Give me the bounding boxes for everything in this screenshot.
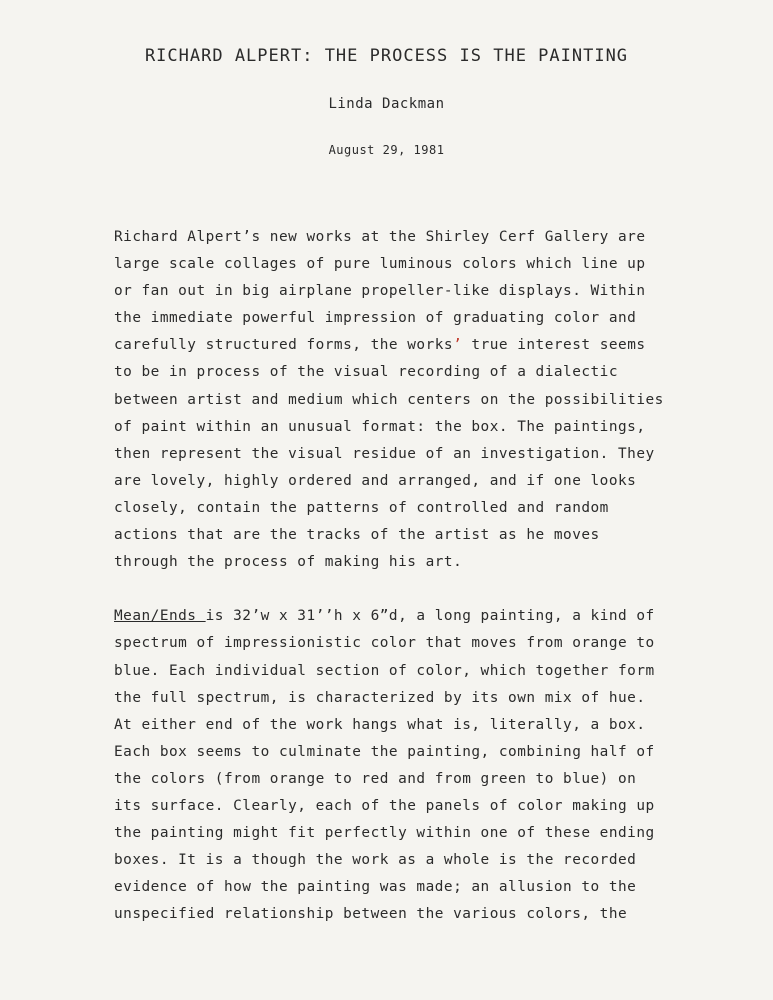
text-line: to be in process of the visual recording of a dialectic <box>114 364 619 381</box>
text-line <box>114 603 674 630</box>
text-line: evidence of how the painting was made; an allusion to the <box>114 879 637 896</box>
text-line: actions that are the tracks of the artist as he moves <box>114 527 600 544</box>
red-apostrophe-mark: ’ <box>453 337 463 354</box>
text-segment: true interest seems <box>462 337 646 354</box>
text-line: Each box seems to culminate the painting, combining half of <box>114 743 655 760</box>
text-line: At either end of the work hangs what is, literally, a box. <box>114 716 646 733</box>
text-line: Richard Alpert’s new works at the Shirley Cerf Gallery are <box>114 229 646 245</box>
text-line: closely, contain the patterns of controlled and random <box>114 499 609 516</box>
text-line <box>114 332 674 359</box>
text-line: unspecified relationship between the various colors, the <box>114 906 628 923</box>
text-line: large scale collages of pure luminous colors which line up <box>114 256 646 273</box>
text-segment: carefully structured forms, the works <box>114 337 454 354</box>
text-line: its surface. Clearly, each of the panels of color making up <box>114 797 655 814</box>
text-line: between artist and medium which centers on the possibilities <box>114 391 664 408</box>
paragraph-1 <box>114 224 674 576</box>
text-line: spectrum of impressionistic color that moves from orange to <box>114 635 655 652</box>
text-segment: is 32’w x 31’’h x 6”d, a long painting, a kind of <box>205 608 655 625</box>
text-line: then represent the visual residue of an investigation. They <box>114 445 655 462</box>
text-line: the painting might fit perfectly within one of these ending <box>114 825 655 842</box>
document-title: RICHARD ALPERT: THE PROCESS IS THE PAINTING <box>144 46 629 66</box>
author-name: Linda Dackman <box>328 96 445 112</box>
text-line: of paint within an unusual format: the box. The paintings, <box>114 418 646 435</box>
text-line: through the process of making his art. <box>114 554 463 571</box>
text-line: the colors (from orange to red and from green to blue) on <box>114 770 637 787</box>
text-line: or fan out in big airplane propeller-like displays. Within <box>114 283 646 300</box>
text-line: blue. Each individual section of color, which together form <box>114 662 655 679</box>
body-text <box>114 224 674 928</box>
artwork-title: Mean/Ends <box>114 608 206 625</box>
text-line: boxes. It is a though the work as a whole is the recorded <box>114 852 637 869</box>
text-line: the immediate powerful impression of graduating color and <box>114 310 637 327</box>
text-line: the full spectrum, is characterized by its own mix of hue. <box>114 689 646 706</box>
document-date: August 29, 1981 <box>328 143 445 157</box>
paragraph-gap <box>114 576 674 603</box>
text-line: are lovely, highly ordered and arranged, and if one looks <box>114 472 637 489</box>
paragraph-2 <box>114 603 674 928</box>
